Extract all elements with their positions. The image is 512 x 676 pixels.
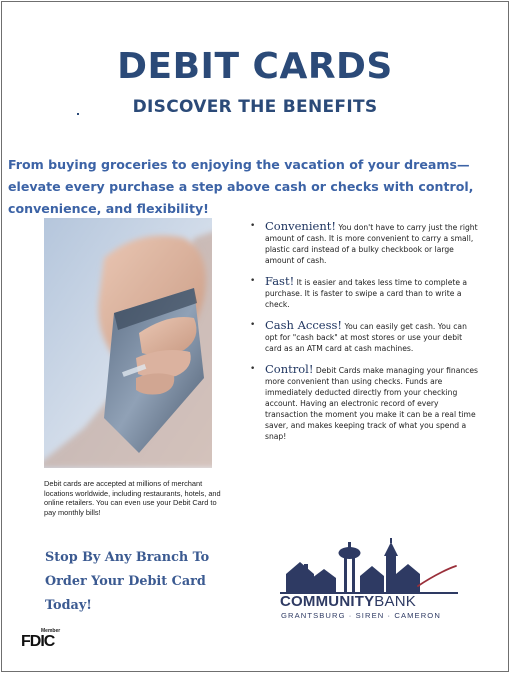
benefit-text: Debit Cards make managing your finances more convenient than using checks. Funds are immediately deducted directly from your checking account. Having an electronic record of every transaction the moment you make it can be a real time saver, and makes keeping track of what you spend a snap! — [265, 366, 478, 441]
stray-dot — [77, 113, 79, 115]
bank-name — [280, 593, 416, 610]
benefit-title: Convenient! — [265, 219, 336, 233]
benefit-text: It is easier and takes less time to complete a purchase. It is faster to swipe a card than to write a check. — [265, 278, 468, 309]
photo-caption: Debit cards are accepted at millions of merchant locations worldwide, including restaurants, hotels, and online retailers. You can even use your Debit Card to pay monthly bills! — [44, 479, 221, 517]
benefit-title: Fast! — [265, 274, 295, 288]
benefits-list — [250, 221, 480, 452]
bullet-icon: • — [250, 276, 256, 286]
flyer-page — [1, 1, 509, 672]
bank-name-bold: COMMUNITY — [280, 593, 375, 610]
cta-line-2: Order Your Debit Card — [45, 574, 206, 589]
page-subtitle: DISCOVER THE BENEFITS — [132, 97, 378, 117]
intro-text: From buying groceries to enjoying the vacation of your dreams—elevate every purchase a step above cash or checks with control, convenience, and flexibility! — [8, 157, 474, 216]
town-skyline-icon — [280, 538, 458, 594]
benefit-fast — [250, 276, 480, 310]
cta-line-1: Stop By Any Branch To — [45, 550, 210, 565]
fdic-member-label: Member — [41, 628, 61, 634]
benefit-control — [250, 364, 480, 442]
community-bank-logo — [280, 538, 458, 622]
fdic-logo — [21, 628, 65, 654]
bullet-icon: • — [250, 221, 256, 231]
hand-holding-card-icon — [44, 218, 212, 468]
bank-towns: GRANTSBURG · SIREN · CAMERON — [281, 611, 441, 620]
benefit-text: You can easily get cash. You can opt for "cash back" at most stores or use your debit card as an ATM card at cash machines. — [265, 322, 467, 353]
bank-name-light: BANK — [374, 593, 416, 610]
benefit-cash-access — [250, 320, 480, 354]
hand-holding-card-photo — [44, 218, 212, 468]
page-title: DEBIT CARDS — [117, 46, 393, 87]
cta-line-3: Today! — [45, 598, 92, 613]
benefit-text: You don't have to carry just the right amount of cash. It is more convenient to carry a small, plastic card instead of a bulky checkbook or large amount of cash. — [265, 223, 478, 265]
benefit-title: Cash Access! — [265, 318, 343, 332]
bullet-icon: • — [250, 320, 256, 330]
bullet-icon: • — [250, 364, 256, 374]
call-to-action — [45, 546, 245, 618]
benefit-convenient — [250, 221, 480, 266]
fdic-name: FDIC — [21, 633, 55, 650]
benefit-title: Control! — [265, 362, 314, 376]
